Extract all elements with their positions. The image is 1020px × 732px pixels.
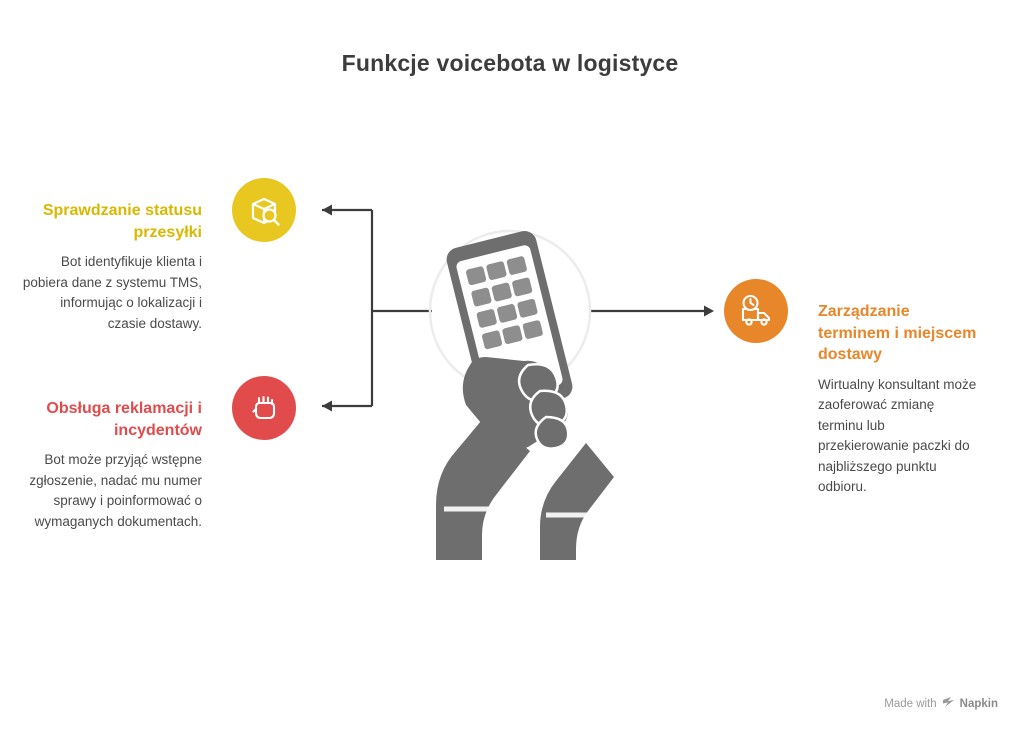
node-delivery-title: Zarządzanie terminem i miejscem dostawy xyxy=(818,303,977,364)
watermark-prefix: Made with xyxy=(884,698,937,710)
node-complaints-description: Bot może przyjąć wstępne zgłoszenie, nadać mu numer sprawy i poinformować o wymaganych dokumentach. xyxy=(29,452,202,529)
package-search-icon xyxy=(232,178,296,242)
page-title: Funkcje voicebota w logistyce xyxy=(341,50,679,76)
node-delivery-text xyxy=(818,301,978,498)
node-complaints-title: Obsługa reklamacji i incydentów xyxy=(46,400,202,439)
node-status-title: Sprawdzanie statusu przesyłki xyxy=(42,202,202,241)
node-status-text xyxy=(22,200,202,334)
watermark-brand: Napkin xyxy=(959,698,998,710)
node-status-description: Bot identyfikuje klienta i pobiera dane z systemu TMS, informując o lokalizacji i czasie dostawy. xyxy=(22,254,202,331)
hands-holding-phone-illustration xyxy=(400,215,630,560)
watermark xyxy=(884,696,998,712)
node-complaints-text xyxy=(22,398,202,532)
delivery-truck-clock-icon xyxy=(724,279,788,343)
napkin-logo-icon xyxy=(942,696,955,712)
node-delivery-description: Wirtualny konsultant może zaoferować zmianę terminu lub przekierowanie paczki do najbliższego punktu odbioru. xyxy=(818,376,977,495)
raised-fist-icon xyxy=(232,376,296,440)
